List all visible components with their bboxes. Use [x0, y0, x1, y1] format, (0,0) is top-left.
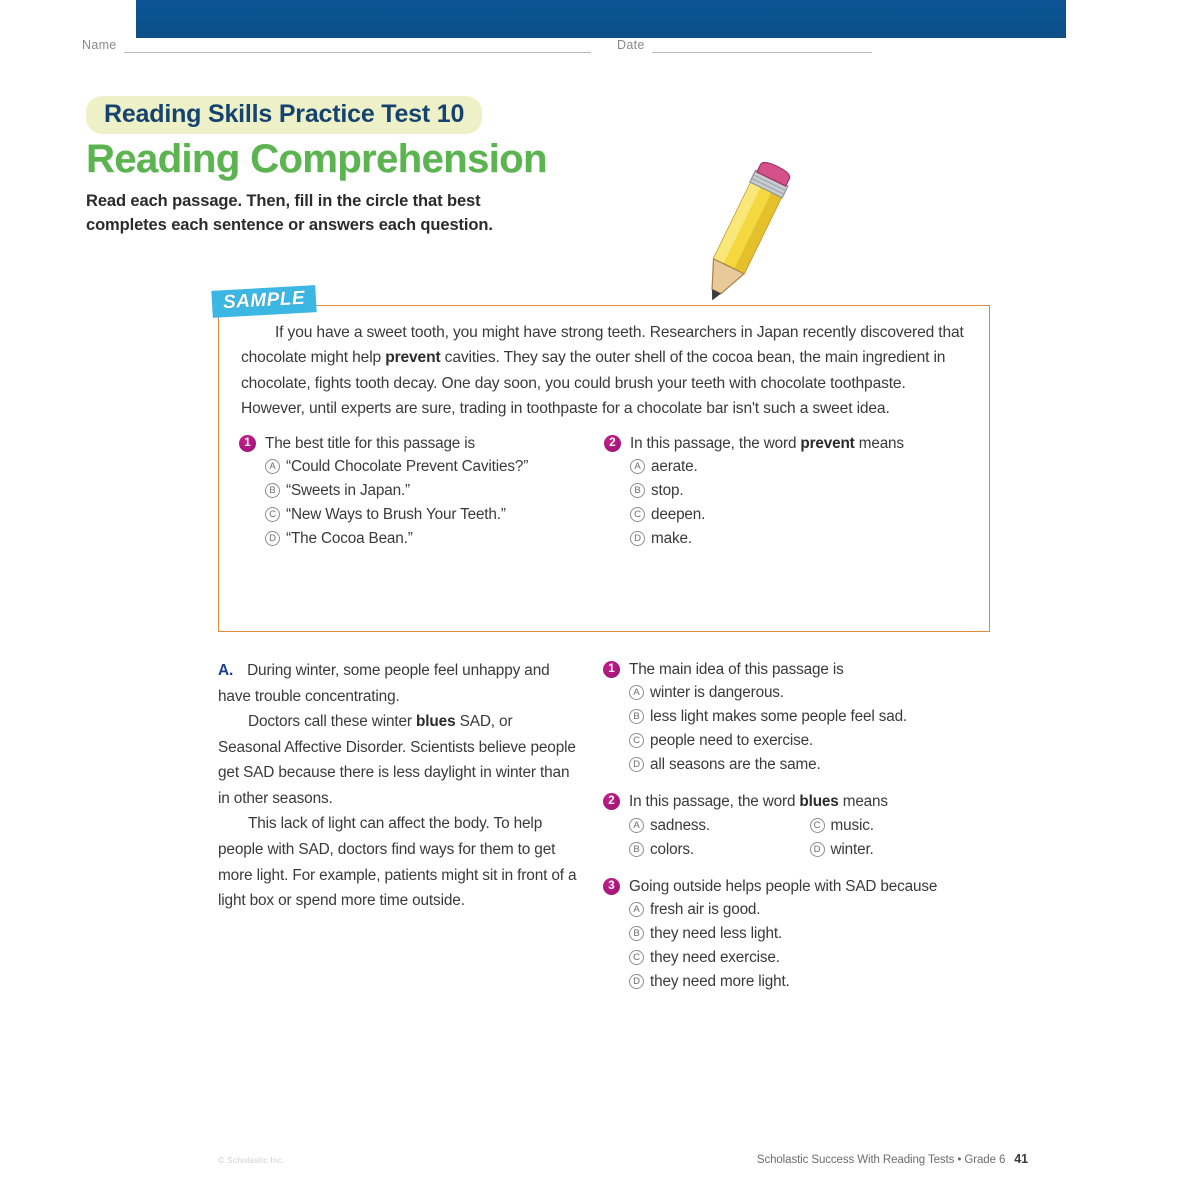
question-stem: The best title for this passage is — [265, 434, 476, 452]
passage-a-p1-text: During winter, some people feel unhappy and have trouble concentrating. — [218, 662, 550, 705]
question-stem: The main idea of this passage is — [629, 661, 844, 678]
answer-choice-text: they need exercise. — [650, 949, 780, 967]
answer-bubble[interactable]: B — [629, 842, 644, 857]
pencil-icon — [690, 158, 800, 308]
answer-bubble[interactable]: D — [629, 757, 644, 772]
answer-bubble[interactable]: D — [630, 531, 645, 546]
answer-choice-text: they need more light. — [650, 973, 790, 991]
question-stem-keyword: blues — [799, 793, 839, 810]
answer-choice[interactable] — [265, 504, 594, 527]
name-date-row — [82, 38, 872, 53]
answer-choice[interactable] — [265, 456, 594, 479]
answer-choice[interactable] — [630, 528, 959, 551]
answer-choices-right-column — [810, 814, 991, 862]
answer-choice[interactable] — [630, 456, 959, 479]
sample-badge: SAMPLE — [211, 285, 317, 318]
answer-bubble[interactable]: C — [629, 733, 644, 748]
answer-choice[interactable] — [629, 706, 990, 729]
passage-a-text — [218, 658, 577, 914]
copyright-text: © Scholastic Inc. — [218, 1155, 285, 1165]
answer-choice-text: “New Ways to Brush Your Teeth.” — [286, 505, 506, 523]
answer-choice-text: deepen. — [651, 505, 706, 523]
passage-a-keyword: blues — [416, 713, 456, 731]
answer-bubble[interactable]: A — [629, 818, 644, 833]
sample-passage-keyword: prevent — [385, 349, 441, 367]
passage-a-p2-part1: Doctors call these winter — [248, 713, 417, 731]
answer-choice-text: people need to exercise. — [650, 732, 814, 750]
answer-choice-text: all seasons are the same. — [650, 756, 821, 774]
date-write-line[interactable] — [652, 40, 872, 53]
question-stem-part1: In this passage, the word — [629, 793, 800, 810]
questions-a-column — [603, 658, 990, 1007]
answer-bubble[interactable]: C — [265, 507, 280, 522]
answer-bubble[interactable]: A — [630, 459, 645, 474]
sample-question-1 — [239, 432, 594, 551]
sample-question-2 — [604, 432, 959, 551]
question-body — [629, 658, 990, 777]
answer-choice[interactable] — [629, 923, 990, 946]
question-number-badge: 2 — [603, 793, 620, 810]
answer-bubble[interactable]: D — [810, 842, 825, 857]
name-label: Name — [82, 38, 117, 52]
answer-choice-text: less light makes some people feel sad. — [650, 708, 908, 726]
answer-choice[interactable] — [265, 480, 594, 503]
answer-choice[interactable] — [629, 730, 990, 753]
question-a-1 — [603, 658, 990, 777]
answer-bubble[interactable]: A — [629, 902, 644, 917]
question-stem-part1: In this passage, the word — [630, 434, 801, 452]
answer-choice[interactable] — [629, 839, 810, 862]
answer-choice-text: “The Cocoa Bean.” — [286, 529, 413, 547]
answer-choice-text: colors. — [650, 841, 695, 859]
answer-choice-text: make. — [651, 529, 692, 547]
answer-choice-text: stop. — [651, 481, 684, 499]
answer-bubble[interactable]: C — [630, 507, 645, 522]
question-body — [629, 875, 990, 994]
answer-choice[interactable] — [630, 480, 959, 503]
answer-bubble[interactable]: C — [629, 950, 644, 965]
passage-a-paragraph-2 — [218, 709, 577, 811]
sample-passage-text — [219, 306, 989, 422]
passage-a-p2-part2: SAD, or Seasonal Affective Disorder. Scientists believe people get SAD because there is less daylight in winter than in other seasons. — [218, 713, 576, 807]
answer-bubble[interactable]: B — [629, 926, 644, 941]
question-stem-part2: means — [854, 434, 904, 452]
answer-choice[interactable] — [810, 839, 991, 862]
answer-choice[interactable] — [265, 528, 594, 551]
test-banner: Reading Skills Practice Test 10 — [86, 96, 482, 134]
question-stem-part2: means — [838, 793, 888, 810]
page-number: 41 — [1014, 1152, 1028, 1166]
page-title: Reading Comprehension — [86, 137, 547, 182]
answer-choice-text: sadness. — [650, 817, 711, 835]
date-group — [617, 38, 872, 53]
answer-bubble[interactable]: C — [810, 818, 825, 833]
answer-choice[interactable] — [629, 947, 990, 970]
answer-choices-grid — [629, 814, 990, 862]
answer-choice[interactable] — [629, 971, 990, 994]
question-stem — [629, 790, 990, 813]
answer-bubble[interactable]: B — [630, 483, 645, 498]
answer-choice[interactable] — [629, 899, 990, 922]
answer-bubble[interactable]: B — [265, 483, 280, 498]
footer-source-text: Scholastic Success With Reading Tests • Grade 6 — [756, 1154, 1006, 1166]
question-a-2 — [603, 790, 990, 862]
sample-question-1-column — [239, 432, 604, 564]
date-label: Date — [617, 38, 645, 52]
question-stem-keyword: prevent — [800, 434, 855, 452]
question-stem — [630, 432, 959, 455]
answer-bubble[interactable]: B — [629, 709, 644, 724]
answer-choice-text: “Sweets in Japan.” — [286, 481, 410, 499]
question-number-badge: 1 — [603, 661, 620, 678]
question-number-badge: 1 — [239, 435, 256, 452]
sample-question-2-column — [604, 432, 969, 564]
question-number-badge: 3 — [603, 878, 620, 895]
answer-choice[interactable] — [810, 815, 991, 838]
passage-a-paragraph-1 — [218, 658, 577, 709]
answer-bubble[interactable]: A — [265, 459, 280, 474]
sample-passage-part1: If you have a sweet tooth, you might have strong teeth. Researchers in Japan recently discovered that chocolate might help — [241, 324, 964, 367]
question-stem: Going outside helps people with SAD because — [629, 878, 938, 896]
passage-a-label: A. — [218, 662, 234, 679]
name-write-line[interactable] — [124, 40, 591, 53]
directions-text: Read each passage. Then, fill in the circle that best completes each sentence or answers each question. — [86, 192, 493, 235]
question-body — [265, 432, 594, 551]
answer-bubble[interactable]: A — [629, 685, 644, 700]
answer-choices-left-column — [629, 814, 810, 862]
answer-choice-text: music. — [830, 817, 874, 835]
sample-passage-box — [218, 305, 990, 632]
answer-choice-text: “Could Chocolate Prevent Cavities?” — [286, 457, 529, 475]
answer-bubble[interactable]: D — [265, 531, 280, 546]
footer-source — [757, 1152, 1028, 1166]
answer-choice[interactable] — [629, 754, 990, 777]
answer-bubble[interactable]: D — [629, 974, 644, 989]
passage-a-column — [218, 658, 603, 1007]
answer-choice-text: fresh air is good. — [650, 901, 761, 919]
question-number-badge: 2 — [604, 435, 621, 452]
question-body — [630, 432, 959, 551]
answer-choice[interactable] — [630, 504, 959, 527]
lower-section — [218, 658, 990, 1007]
answer-choice-text: winter. — [830, 841, 874, 859]
answer-choice[interactable] — [629, 682, 990, 705]
top-blue-banner — [136, 0, 1066, 38]
question-body — [629, 790, 990, 862]
answer-choice-text: winter is dangerous. — [650, 684, 784, 702]
question-a-3 — [603, 875, 990, 994]
passage-a-paragraph-3: This lack of light can affect the body. To help people with SAD, doctors find ways for them to get more light. For example, patients might sit in front of a light box or spend more time outside. — [218, 815, 577, 910]
answer-choice-text: aerate. — [651, 457, 698, 475]
answer-choice[interactable] — [629, 815, 810, 838]
page-footer — [218, 1152, 1028, 1166]
answer-choice-text: they need less light. — [650, 925, 783, 943]
sample-passage-part2: cavities. They say the outer shell of the cocoa bean, the main ingredient in chocolate, fights tooth decay. One day soon, you could brush your teeth with chocolate toothpaste. However, until experts are sure, trading in toothpaste for a chocolate bar isn't such a sweet idea. — [241, 349, 946, 418]
sample-questions-row — [219, 422, 989, 564]
